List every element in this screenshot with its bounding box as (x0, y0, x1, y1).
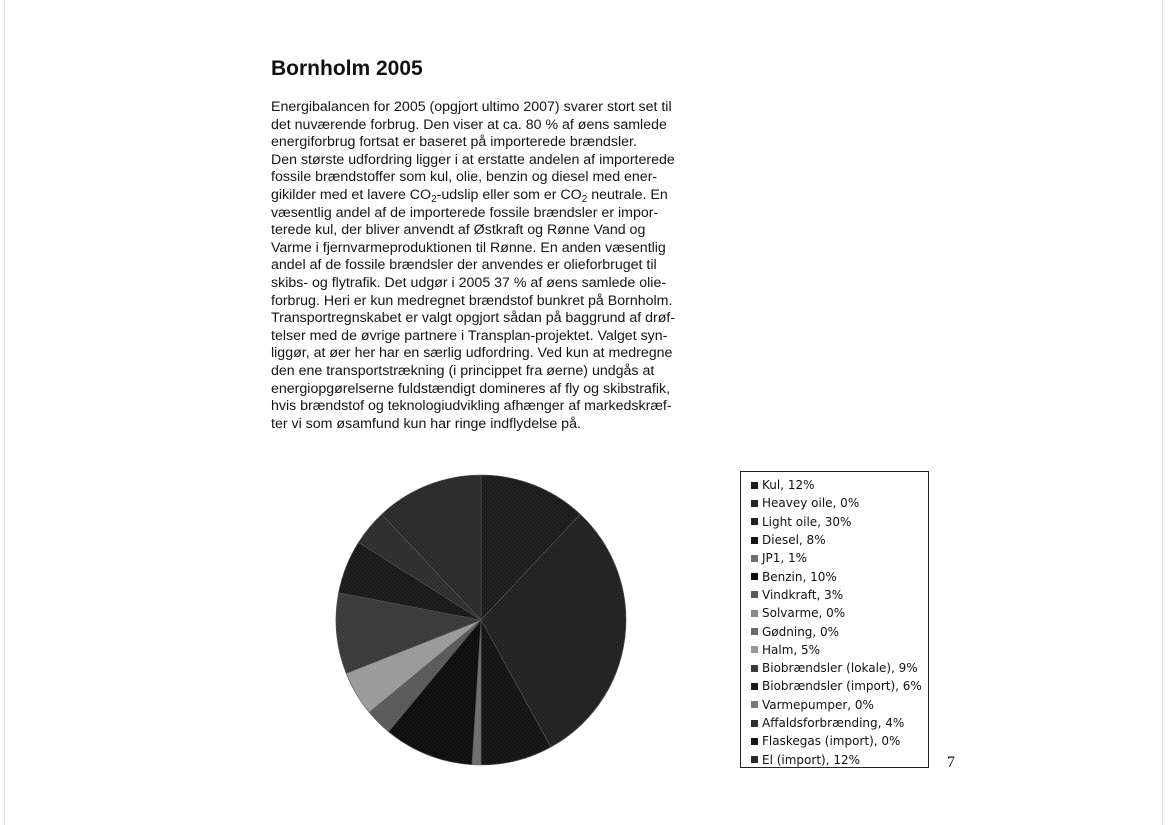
text-line: terede kul, der bliver anvendt af Østkraft og Rønne Vand og (271, 222, 646, 239)
legend-label: Vindkraft, 3% (762, 587, 844, 602)
legend-item (751, 476, 928, 494)
legend-label: Solvarme, 0% (762, 606, 846, 621)
text-line: energiopgørelserne fuldstændigt domineres af fly og skibstrafik, (271, 380, 671, 397)
legend-label: Halm, 5% (762, 642, 821, 657)
legend-swatch (751, 738, 758, 745)
legend-label: Gødning, 0% (762, 624, 840, 639)
legend-swatch (751, 500, 758, 507)
text-line-co2 (271, 187, 703, 205)
text-line: det nuværende forbrug. Den viser at ca. 80 % af øens samlede (271, 116, 667, 133)
legend-label: Heavey oile, 0% (762, 496, 860, 511)
legend-swatch (751, 610, 758, 617)
legend-item (751, 750, 928, 768)
legend-item (751, 586, 928, 604)
legend-item (751, 696, 928, 714)
co2-text-c: neutrale. En (587, 186, 668, 203)
legend-item (751, 494, 928, 512)
text-line: energiforbrug fortsat er baseret på importerede brændsler. (271, 134, 637, 151)
text-line: liggør, at øer her har en særlig udfordring. Ved kun at medregne (271, 345, 673, 362)
legend-item (751, 567, 928, 585)
legend-swatch (751, 628, 758, 635)
text-line: fossile brændstoffer som kul, olie, benzin og diesel med ener- (271, 169, 658, 186)
legend-label: El (import), 12% (762, 752, 861, 767)
legend-label: Diesel, 8% (762, 533, 826, 548)
legend-item (751, 641, 928, 659)
legend-label: Light oile, 30% (762, 514, 852, 529)
page-edge-right (1162, 0, 1163, 825)
legend-swatch (751, 756, 758, 763)
legend-label: Flaskegas (import), 0% (762, 734, 901, 749)
legend-item (751, 732, 928, 750)
legend-label: Varmepumper, 0% (762, 697, 874, 712)
legend-label: Kul, 12% (762, 478, 815, 493)
chart-legend (740, 471, 929, 768)
text-line: den ene transportstrækning (i princippet fra øerne) undgås at (271, 362, 655, 379)
legend-swatch (751, 591, 758, 598)
text-line: ter vi som øsamfund kun har ringe indflydelse på. (271, 415, 581, 432)
text-line: væsentlig andel af de importerede fossile brændsler er impor- (271, 204, 659, 221)
legend-label: Affaldsforbrænding, 4% (762, 716, 905, 730)
legend-swatch (751, 683, 758, 690)
legend-swatch (751, 518, 758, 525)
legend-swatch (751, 646, 758, 653)
legend-swatch (751, 720, 758, 727)
legend-item (751, 714, 928, 732)
pie-slices (336, 475, 626, 765)
co2-subscript: 2 (431, 193, 437, 205)
legend-item (751, 622, 928, 640)
legend-label: Biobrændsler (lokale), 9% (762, 661, 918, 676)
legend-swatch (751, 537, 758, 544)
co2-subscript: 2 (581, 193, 588, 205)
page-number: 7 (947, 754, 955, 771)
text-line: Den største udfordring ligger i at erstatte andelen af importerede (271, 151, 675, 168)
text-line: Energibalancen for 2005 (opgjort ultimo 2007) svarer stort set til (271, 99, 672, 115)
legend-swatch (751, 665, 758, 672)
legend-swatch (751, 482, 758, 489)
text-line: Varme i fjernvarmeproduktionen til Rønne. En anden væsentlig (271, 239, 666, 256)
legend-label: Benzin, 10% (762, 569, 837, 584)
text-line: andel af de fossile brændsler der anvendes er olieforbruget til (271, 257, 657, 274)
legend-swatch (751, 701, 758, 708)
page-edge-left (4, 0, 5, 825)
body-paragraph (271, 99, 703, 433)
text-line: skibs- og flytrafik. Det udgør i 2005 37 % af øens samlede olie- (271, 274, 667, 291)
legend-swatch (751, 555, 758, 562)
legend-label: JP1, 1% (762, 551, 808, 566)
legend-item (751, 531, 928, 549)
text-line: hvis brændstof og teknologiudvikling afhænger af markedskræf- (271, 398, 672, 415)
text-line: Transportregnskabet er valgt opgjort sådan på baggrund af drøf- (271, 310, 676, 327)
co2-text-b: -udslip eller som er CO (436, 186, 582, 203)
legend-item (751, 549, 928, 567)
co2-text-a: gikilder med et lavere CO (271, 186, 432, 203)
legend-label: Biobrændsler (import), 6% (762, 679, 922, 694)
legend-item (751, 604, 928, 622)
legend-swatch (751, 573, 758, 580)
legend-item (751, 513, 928, 531)
text-line: forbrug. Heri er kun medregnet brændstof bunkret på Bornholm. (271, 292, 673, 309)
text-line: telser med de øvrige partnere i Transplan-projektet. Valget syn- (271, 327, 668, 344)
legend-item (751, 677, 928, 695)
legend-item (751, 659, 928, 677)
page-title: Bornholm 2005 (271, 57, 423, 80)
energy-pie-chart (325, 462, 637, 774)
